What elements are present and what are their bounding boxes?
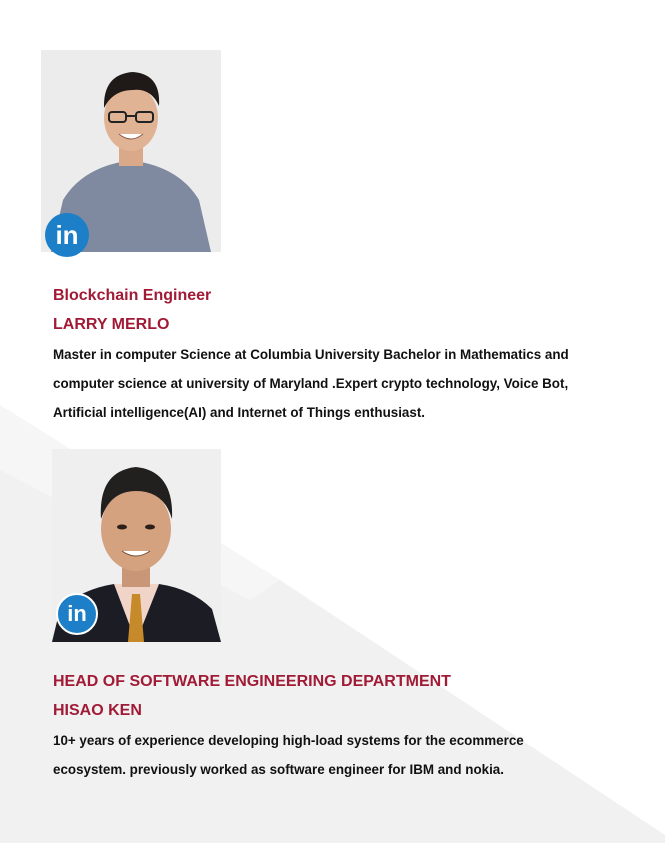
bio-line: computer science at university of Maryland .Expert crypto technology, Voice Bot, bbox=[53, 376, 569, 391]
profile-name: HISAO KEN bbox=[53, 702, 142, 719]
profile-bio bbox=[53, 726, 524, 784]
linkedin-icon[interactable] bbox=[56, 593, 98, 635]
profile-role: Blockchain Engineer bbox=[53, 287, 212, 304]
linkedin-icon-label: in bbox=[67, 601, 87, 626]
bio-line: ecosystem. previously worked as software engineer for IBM and nokia. bbox=[53, 762, 504, 777]
bio-line: 10+ years of experience developing high-load systems for the ecommerce bbox=[53, 733, 524, 748]
profile-name: LARRY MERLO bbox=[53, 316, 170, 333]
bio-line: Artificial intelligence(AI) and Internet of Things enthusiast. bbox=[53, 405, 425, 420]
linkedin-icon[interactable] bbox=[45, 213, 89, 257]
linkedin-icon-label: in bbox=[55, 219, 79, 250]
profile-role: HEAD OF SOFTWARE ENGINEERING DEPARTMENT bbox=[53, 673, 451, 690]
bio-line: Master in computer Science at Columbia University Bachelor in Mathematics and bbox=[53, 347, 569, 362]
profile-bio bbox=[53, 340, 569, 427]
